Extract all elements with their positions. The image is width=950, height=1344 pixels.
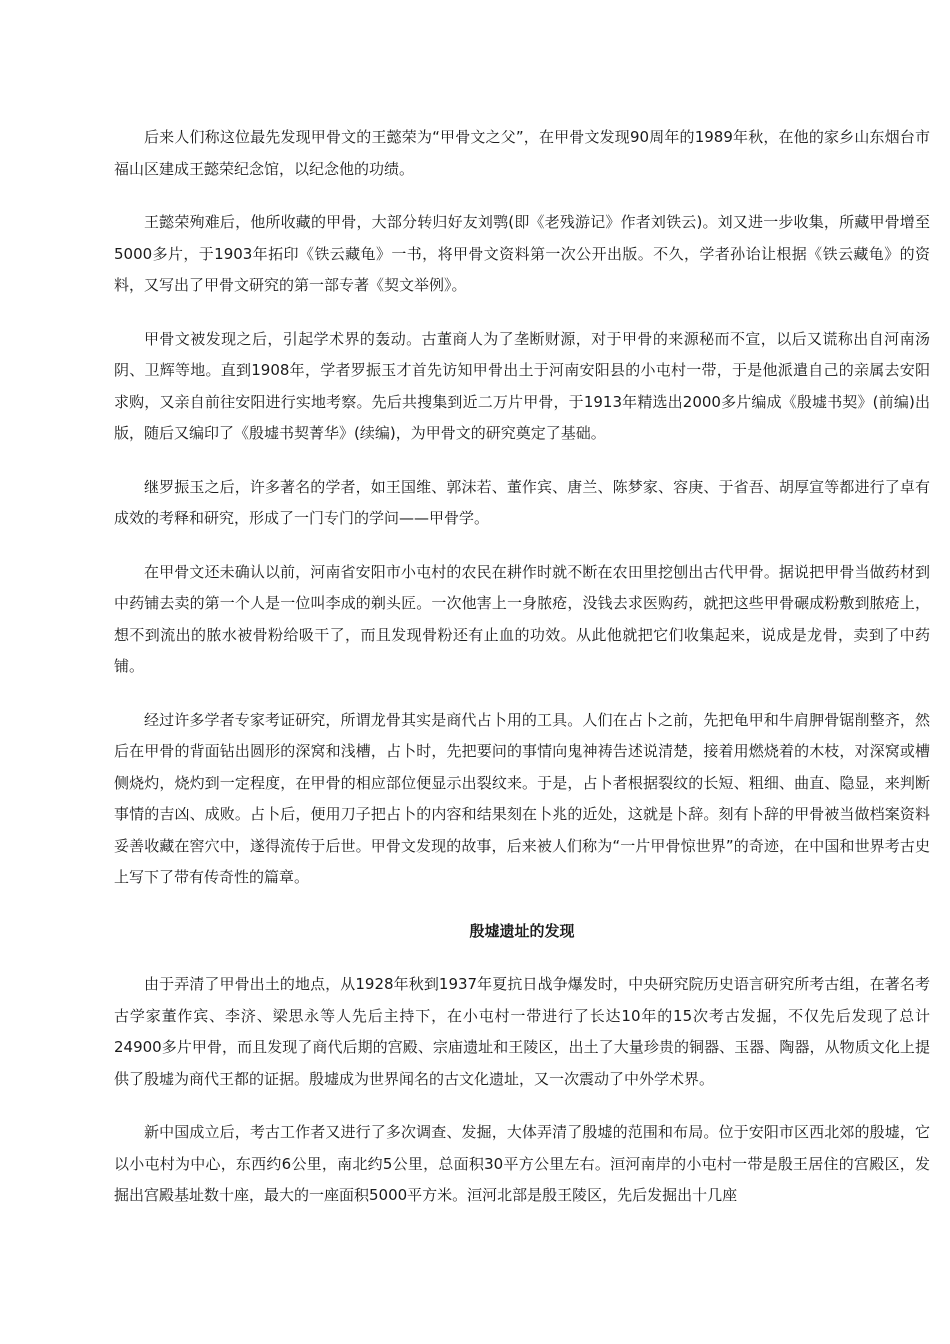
paragraph-scholars-oracle-bone-study: 继罗振玉之后，许多著名的学者，如王国维、郭沫若、董作宾、唐兰、陈梦家、容庚、于省吾、胡厚宣等都进行了卓有成效的考释和研究，形成了一门专门的学问——甲骨学。 — [114, 477, 930, 527]
paragraph-dragon-bones-pharmacy: 在甲骨文还未确认以前，河南省安阳市小屯村的农民在耕作时就不断在农田里挖刨出古代甲骨。据说把甲骨当做药材到中药铺去卖的第一个人是一位叫李成的剃头匠。一次他害上一身脓疮，没钱去求医购药，就把这些甲骨碾成粉敷到脓疮上，想不到流出的脓水被骨粉给吸干了，而且发现骨粉还有止血的功效。从此他就把它们收集起来，说成是龙骨，卖到了中药铺。 — [114, 562, 930, 675]
paragraph-post-1949-excavations: 新中国成立后，考古工作者又进行了多次调查、发掘，大体弄清了殷墟的范围和布局。位于安阳市区西北郊的殷墟，它以小屯村为中心，东西约6公里，南北约5公里，总面积30平方公里左右。洹河南岸的小屯村一带是殷王居住的宫殿区，发掘出宫殿基址数十座，最大的一座面积5000平方米。洹河北部是殷王陵区，先后发掘出十几座 — [114, 1123, 930, 1204]
paragraph-excavations-1928-1937: 由于弄清了甲骨出土的地点，从1928年秋到1937年夏抗日战争爆发时，中央研究院历史语言研究所考古组，在著名考古学家董作宾、李济、梁思永等人先后主持下，在小屯村一带进行了长达10年的15次考古发掘，不仅先后发现了总计24900多片甲骨，而且发现了商代后期的宫殿、宗庙遗址和王陵区，出土了大量珍贵的铜器、玉器、陶器，从物质文化上提供了殷墟为商代王都的证据。殷墟成为世界闻名的古文化遗址，又一次震动了中外学术界。 — [114, 975, 930, 1088]
paragraph-liu-e-collection: 王懿荣殉难后，他所收藏的甲骨，大部分转归好友刘鹗(即《老残游记》作者刘铁云)。刘又进一步收集，所藏甲骨增至5000多片，于1903年拓印《铁云藏龟》一书，将甲骨文资料第一次公开出版。不久，学者孙诒让根据《铁云藏龟》的资料，又写出了甲骨文研究的第一部专著《契文举例》。 — [114, 213, 930, 294]
paragraph-divination-tools: 经过许多学者专家考证研究，所谓龙骨其实是商代占卜用的工具。人们在占卜之前，先把龟甲和牛肩胛骨锯削整齐，然后在甲骨的背面钻出圆形的深窝和浅槽，占卜时，先把要问的事情向鬼神祷告述说清楚，接着用燃烧着的木枝，对深窝或槽侧烧灼，烧灼到一定程度，在甲骨的相应部位便显示出裂纹来。于是，占卜者根据裂纹的长短、粗细、曲直、隐显，来判断事情的吉凶、成败。占卜后，便用刀子把占卜的内容和结果刻在卜兆的近处，这就是卜辞。刻有卜辞的甲骨被当做档案资料妥善收藏在窖穴中，遂得流传于后世。甲骨文发现的故事，后来被人们称为“一片甲骨惊世界”的奇迹，在中国和世界考古史上写下了带有传奇性的篇章。 — [114, 710, 930, 886]
paragraph-luo-zhenyu-discovery: 甲骨文被发现之后，引起学术界的轰动。古董商人为了垄断财源，对于甲骨的来源秘而不宣，以后又谎称出自河南汤阴、卫辉等地。直到1908年，学者罗振玉才首先访知甲骨出土于河南安阳县的小屯村一带，于是他派遣自己的亲属去安阳求购，又亲自前往安阳进行实地考察。先后共搜集到近二万片甲骨，于1913年精选出2000多片编成《殷墟书契》(前编)出版，随后又编印了《殷墟书契菁华》(续编)，为甲骨文的研究奠定了基础。 — [114, 329, 930, 442]
document-page — [114, 122, 930, 1234]
section-heading: 殷墟遗址的发现 — [469, 921, 575, 940]
paragraph-wang-yirong-father: 后来人们称这位最先发现甲骨文的王懿荣为“甲骨文之父”，在甲骨文发现90周年的1989年秋，在他的家乡山东烟台市福山区建成王懿荣纪念馆，以纪念他的功绩。 — [114, 128, 930, 178]
